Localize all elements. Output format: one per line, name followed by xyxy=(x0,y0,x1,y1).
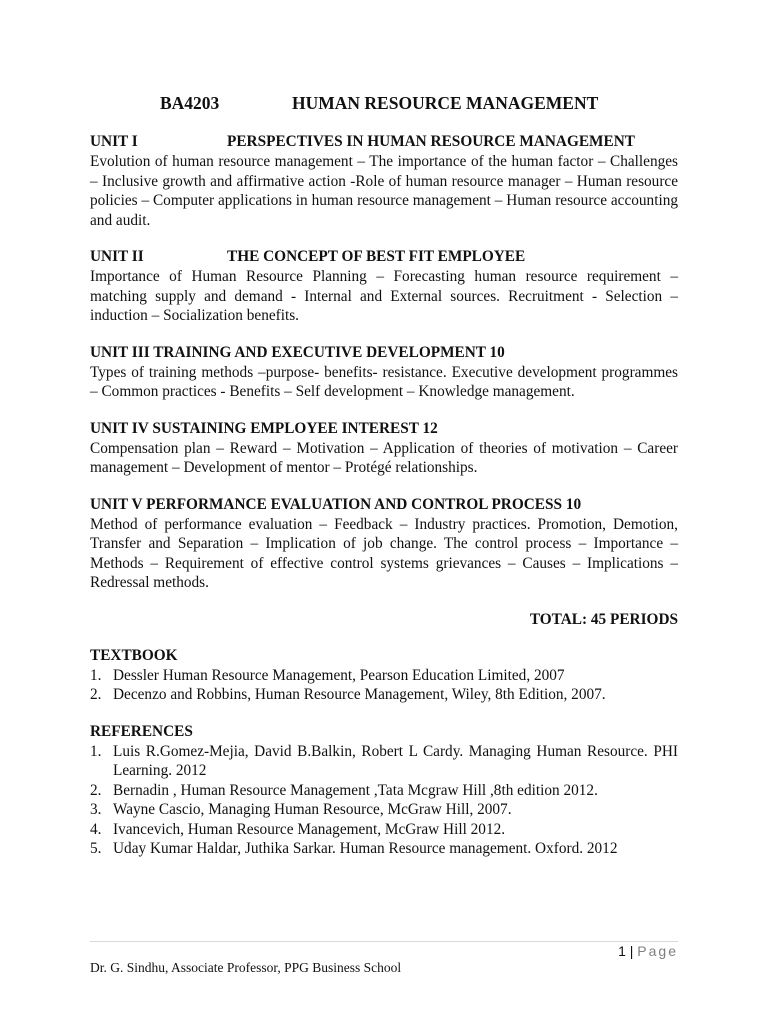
course-code: BA4203 xyxy=(160,93,220,113)
list-text: Uday Kumar Haldar, Juthika Sarkar. Human Resource management. Oxford. 2012 xyxy=(113,840,618,857)
total-periods: TOTAL: 45 PERIODS xyxy=(529,610,678,628)
unit-heading xyxy=(90,247,678,267)
list-number: 3. xyxy=(90,801,102,818)
references-section xyxy=(90,722,678,859)
textbook-heading: TEXTBOOK xyxy=(90,646,178,664)
list-item xyxy=(90,666,678,686)
references-heading: REFERENCES xyxy=(90,722,193,740)
unit-body: Importance of Human Resource Planning – Forecasting human resource requirement – matching supply and demand - Internal and External sources. Recruitment - Selection – induction – Socialization benefits. xyxy=(90,268,678,324)
course-title: HUMAN RESOURCE MANAGEMENT xyxy=(292,93,599,113)
unit-body: Compensation plan – Reward – Motivation – Application of theories of motivation – Career management – Development of mentor – Protégé relationships. xyxy=(90,439,678,476)
textbook-list xyxy=(90,666,678,705)
references-list xyxy=(90,742,678,859)
list-text: Luis R.Gomez-Mejia, David B.Balkin, Robert L Cardy. Managing Human Resource. PHI Learning. 2012 xyxy=(113,742,678,779)
unit-body: Method of performance evaluation – Feedback – Industry practices. Promotion, Demotion, Transfer and Separation – Implication of job change. The control process – Importance – Methods – Requirement of effective control systems grievances – Causes – Implications – Redressal methods. xyxy=(90,515,678,591)
list-number: 5. xyxy=(90,840,102,857)
list-text: Decenzo and Robbins, Human Resource Management, Wiley, 8th Edition, 2007. xyxy=(113,686,606,703)
list-item xyxy=(90,781,678,801)
unit-section xyxy=(90,247,678,326)
list-item xyxy=(90,839,678,859)
list-number: 1. xyxy=(90,742,102,760)
list-text: Bernadin , Human Resource Management ,Tata Mcgraw Hill ,8th edition 2012. xyxy=(113,781,598,799)
unit-section xyxy=(90,132,678,230)
unit-section xyxy=(90,495,678,593)
unit-heading: UNIT III TRAINING AND EXECUTIVE DEVELOPMENT 10 xyxy=(90,343,505,361)
footer-divider xyxy=(90,941,678,942)
list-number: 1. xyxy=(90,666,102,684)
unit-heading xyxy=(90,132,678,152)
page-number xyxy=(618,943,678,959)
list-text: Wayne Cascio, Managing Human Resource, McGraw Hill, 2007. xyxy=(113,801,512,818)
list-text: Dessler Human Resource Management, Pearson Education Limited, 2007 xyxy=(113,666,565,684)
list-number: 2. xyxy=(90,781,102,799)
page-number-value: 1 xyxy=(618,943,626,959)
list-number: 4. xyxy=(90,820,102,838)
page-label: Page xyxy=(637,943,678,959)
list-item xyxy=(90,685,678,705)
unit-heading: UNIT V PERFORMANCE EVALUATION AND CONTROL PROCESS 10 xyxy=(90,495,582,513)
footer-author: Dr. G. Sindhu, Associate Professor, PPG Business School xyxy=(90,960,402,975)
list-item xyxy=(90,742,678,781)
unit-body: Types of training methods –purpose- benefits- resistance. Executive development programmes – Common practices - Benefits – Self development – Knowledge management. xyxy=(90,363,678,400)
syllabus-content xyxy=(90,132,678,876)
unit-title: THE CONCEPT OF BEST FIT EMPLOYEE xyxy=(227,248,526,265)
unit-heading: UNIT IV SUSTAINING EMPLOYEE INTEREST 12 xyxy=(90,419,438,437)
list-item xyxy=(90,800,678,820)
unit-body: Evolution of human resource management – The importance of the human factor – Challenges – Inclusive growth and affirmative action -Role of human resource manager – Human resource policies – Computer applications in human resource management – Human resource accounting and audit. xyxy=(90,153,678,229)
list-number: 2. xyxy=(90,686,102,703)
unit-number: UNIT I xyxy=(90,133,138,150)
textbook-section xyxy=(90,646,678,705)
page-title xyxy=(160,93,598,114)
unit-number: UNIT II xyxy=(90,248,144,265)
unit-section xyxy=(90,419,678,478)
list-item xyxy=(90,820,678,840)
unit-title: PERSPECTIVES IN HUMAN RESOURCE MANAGEMENT xyxy=(227,133,635,150)
page-separator: | xyxy=(629,943,634,959)
list-text: Ivancevich, Human Resource Management, McGraw Hill 2012. xyxy=(113,820,506,838)
unit-section xyxy=(90,343,678,402)
